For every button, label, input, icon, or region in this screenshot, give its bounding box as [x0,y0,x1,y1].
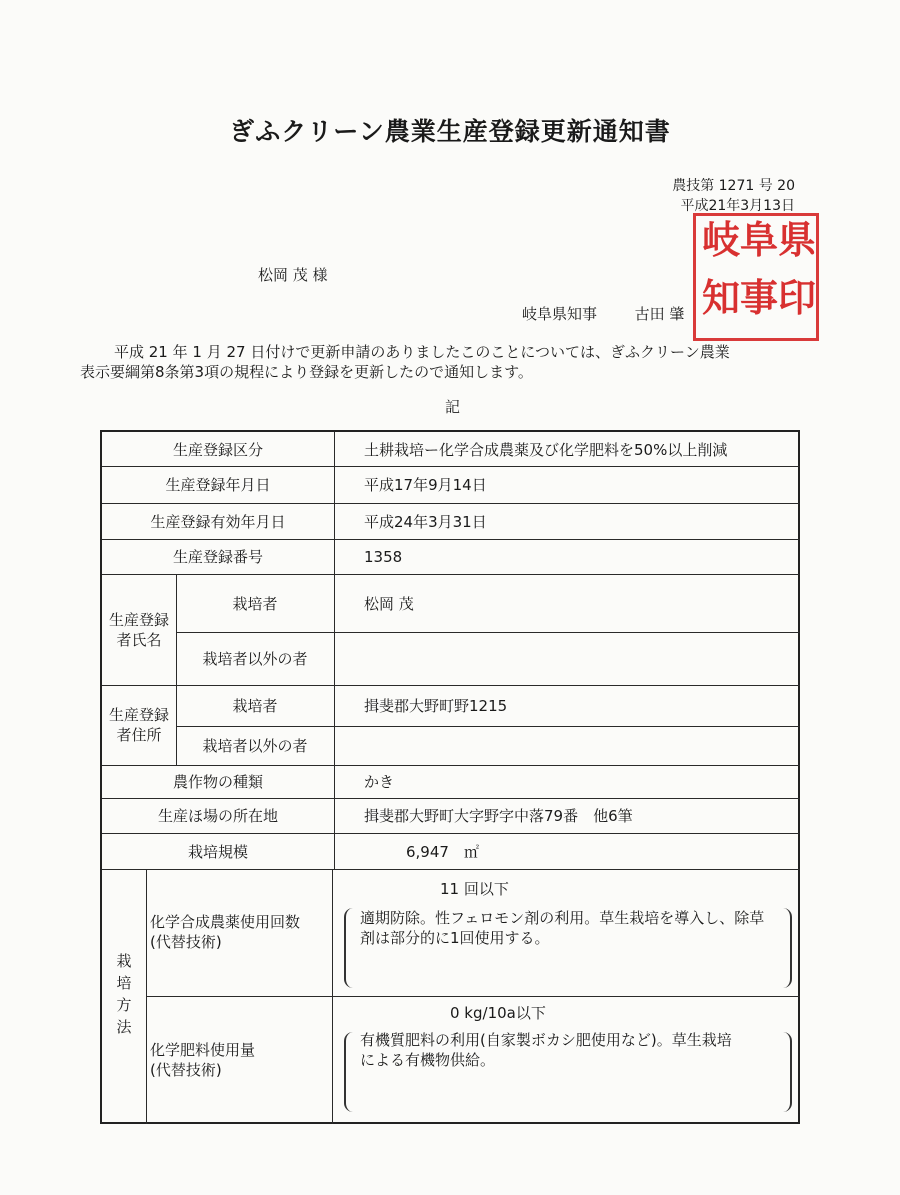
name-other-value [364,632,794,685]
fertilizer-detail-line2: による有機物供給。 [360,1051,496,1069]
row-value: 土耕栽培ー化学合成農薬及び化学肥料を50%以上削減 [364,440,728,459]
body-text [80,342,780,382]
address-grower-value: 揖斐郡大野町野1215 [364,697,508,715]
row-value: 6,947 ㎡ [406,842,479,861]
row-value: 平成17年9月14日 [364,476,487,494]
seal-char-6: 印 [778,275,817,320]
body-line-2: 表示要綱第8条第3項の規程により登録を更新したので通知します。 [80,363,533,381]
column-divider [332,869,333,1124]
pesticide-label-line2: (代替技術) [150,933,222,951]
row-label: 生産登録年月日 [165,476,271,494]
registration-table [100,430,800,1124]
name-group-label [102,574,176,685]
reference-block [672,176,795,216]
seal-char-3: 県 [778,217,817,262]
row-value: かき [364,773,395,791]
address-group-label [102,685,176,765]
method-label-char: 法 [116,1018,132,1036]
pesticide-detail-line2: 剤は部分的に1回使用する。 [360,929,550,947]
pesticide-count: 11 回以下 [440,879,509,898]
method-group-label [114,950,134,1038]
name-group-label-line1: 生産登録 [108,610,169,629]
pesticide-detail-line1: 適期防除。性フェロモン剤の利用。草生栽培を導入し、除草 [360,909,765,927]
address-group-label-line1: 生産登録 [108,706,169,724]
reference-number: 農技第 1271 号 20 [672,178,795,194]
document-title: ぎふクリーン農業生産登録更新通知書 [229,117,671,146]
sender-title: 岐阜県知事 [522,305,598,323]
row-label: 栽培規模 [187,842,248,861]
address-other-value [364,726,794,765]
fertilizer-label [150,1040,255,1080]
row-label: 生産登録番号 [172,548,263,566]
pesticide-label-line1: 化学合成農薬使用回数 [150,913,301,931]
body-line-1: 平成 21 年 1 月 27 日付けで更新申請のありましたこのことについては、ぎふクリーン農業 [114,343,730,361]
addressee: 松岡 茂 様 [258,266,328,284]
seal-char-5: 事 [740,275,779,320]
fertilizer-detail [360,1030,790,1070]
name-grower-label: 栽培者 [232,594,278,613]
column-divider [146,869,147,1124]
fertilizer-label-line2: (代替技術) [150,1061,222,1079]
seal-char-4: 知 [702,275,741,320]
name-group-label-line2: 者氏名 [116,630,162,649]
name-other-label: 栽培者以外の者 [202,650,308,668]
seal-char-2: 阜 [740,217,779,262]
ki-heading: 記 [445,398,461,416]
method-label-char: 栽 [116,952,132,970]
address-other-label: 栽培者以外の者 [202,737,308,755]
seal-char-1: 岐 [702,217,741,262]
official-seal [693,213,819,341]
name-grower-value: 松岡 茂 [364,594,414,613]
fertilizer-detail-line1: 有機質肥料の利用(自家製ボカシ肥使用など)。草生栽培 [360,1031,732,1049]
method-label-char: 方 [116,996,132,1014]
row-value: 平成24年3月31日 [364,512,487,531]
row-divider [102,869,800,870]
fertilizer-label-line1: 化学肥料使用量 [150,1041,256,1059]
method-label-char: 培 [116,974,132,992]
issue-date: 平成21年3月13日 [680,198,795,214]
fertilizer-amount: 0 kg/10a以下 [450,1003,546,1022]
row-label: 生産登録区分 [172,440,263,459]
sender [522,303,684,324]
row-value: 1358 [364,547,403,566]
address-group-label-line2: 者住所 [116,726,162,744]
sender-name: 古田 肇 [634,305,685,323]
row-value: 揖斐郡大野町大字野字中落79番 他6筆 [364,807,633,825]
row-divider [146,996,800,997]
row-label: 農作物の種類 [172,773,263,791]
row-label: 生産登録有効年月日 [150,512,286,531]
pesticide-detail [360,908,790,948]
column-divider [334,432,335,869]
address-grower-label: 栽培者 [232,697,278,715]
row-label: 生産ほ場の所在地 [157,807,278,825]
pesticide-label [150,912,300,952]
